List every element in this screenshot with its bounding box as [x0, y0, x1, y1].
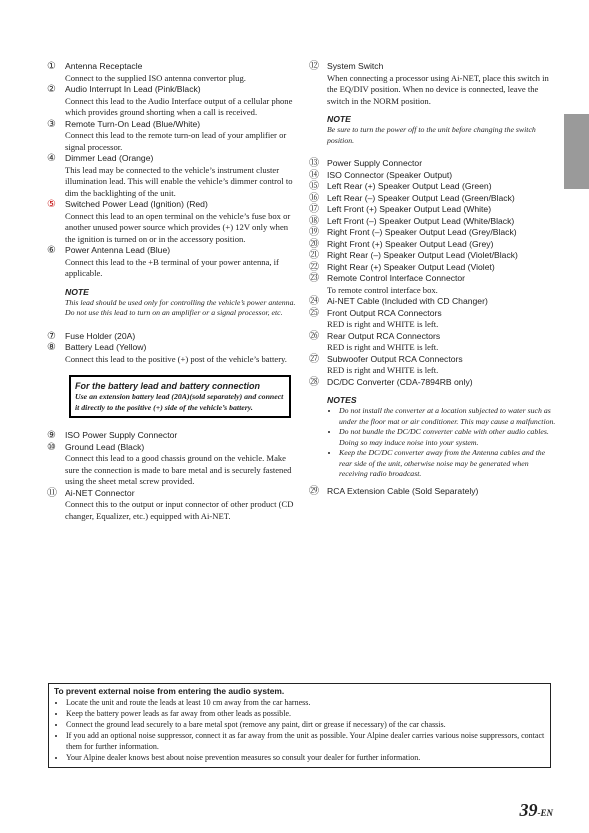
item-title: Audio Interrupt In Lead (Pink/Black): [65, 84, 201, 94]
noise-box-heading: To prevent external noise from entering the audio system.: [54, 686, 285, 696]
list-item: [47, 442, 297, 488]
note-system-switch: [327, 113, 559, 146]
item-title: ISO Connector (Speaker Output): [327, 169, 453, 180]
list-item: [309, 308, 559, 331]
item-number: ⑤: [47, 199, 56, 210]
item-number: ⑯: [309, 192, 319, 204]
item-title: Subwoofer Output RCA Connectors: [327, 353, 463, 364]
page-number-suffix: -EN: [537, 808, 553, 818]
item-title: Left Rear (+) Speaker Output Lead (Green): [327, 181, 492, 191]
list-item: [309, 250, 559, 262]
noise-box-item: • Connect the ground lead securely to a bare metal spot (remove any paint, dirt or grease if necessary) of the car chassis.: [66, 719, 545, 730]
item-title: Front Output RCA Connectors: [327, 307, 442, 318]
list-item: [309, 158, 559, 170]
item-description: Connect this lead to the Audio Interface output of a cellular phone which provides ground shorting when a call is received.: [65, 95, 293, 117]
item-number: ㉖: [309, 330, 319, 342]
item-body: [65, 84, 297, 119]
list-item: [309, 239, 559, 251]
item-number: ⑬: [309, 158, 319, 169]
item-title: Remote Turn-On Lead (Blue/White): [65, 118, 201, 129]
item-body: [327, 227, 559, 239]
item-body: [65, 342, 297, 365]
item-number: ③: [47, 118, 56, 130]
list-item: [309, 273, 559, 296]
item-title: Right Front (–) Speaker Output Lead (Grey/Black): [327, 227, 517, 237]
item-body: [327, 331, 559, 354]
battery-box-heading: For the battery lead and battery connection: [75, 381, 261, 391]
item-number: ⑩: [47, 441, 56, 453]
note-text: This lead should be used only for controlling the vehicle’s power antenna. Do not use this lead to turn on an amplifier or a signal processor, etc.: [65, 297, 296, 317]
item-number: ⑪: [47, 487, 57, 499]
item-description: Connect this lead to a good chassis ground on the vehicle. Make sure the connection is made to bare metal and is securely fastened using the sheet metal screw provided.: [65, 453, 292, 486]
item-number: ⑱: [309, 215, 319, 227]
page-number-value: 39: [519, 800, 538, 820]
item-title: Power Supply Connector: [327, 158, 423, 168]
item-description: RED is right and WHITE is left.: [327, 319, 439, 329]
item-body: [327, 296, 559, 308]
noise-prevention-box: [48, 683, 551, 768]
item-number: ⑧: [47, 342, 56, 353]
item-number: ⑫: [309, 61, 319, 72]
item-body: [65, 119, 297, 154]
item-body: [327, 239, 559, 251]
note-power-antenna: [65, 286, 297, 319]
item-body: [327, 216, 559, 228]
item-number: ②: [47, 84, 56, 95]
item-title: Right Front (+) Speaker Output Lead (Grey): [327, 238, 494, 249]
item-title: RCA Extension Cable (Sold Separately): [327, 485, 479, 496]
item-body: [65, 331, 297, 343]
item-title: ISO Power Supply Connector: [65, 430, 178, 440]
list-item: [47, 342, 297, 365]
item-title: Left Front (+) Speaker Output Lead (White): [327, 204, 492, 214]
item-body: [327, 486, 559, 498]
item-body: [327, 170, 559, 182]
item-description: This lead may be connected to the vehicle’s instrument cluster illumination lead. This will enable the vehicle’s dimmer control to dim the backlighting of the unit.: [65, 164, 293, 198]
list-item: [47, 61, 297, 84]
noise-box-item: • Locate the unit and route the leads at least 10 cm away from the car harness.: [66, 697, 545, 708]
noise-box-item: • If you add an optional noise suppressor, connect it as far away from the unit as possible. Your Alpine dealer carries various noise suppressors, contact them for further information.: [66, 730, 545, 752]
list-item: [309, 354, 559, 377]
noise-box-item: • Keep the battery power leads as far away from other leads as possible.: [66, 708, 545, 719]
item-title: Rear Output RCA Connectors: [327, 330, 441, 341]
item-body: [327, 354, 559, 377]
list-item: [309, 377, 559, 389]
notes-list: [327, 406, 559, 480]
right-items-group-1: [309, 61, 559, 107]
list-item: [47, 430, 297, 442]
list-item: [309, 331, 559, 354]
item-title: Dimmer Lead (Orange): [65, 153, 154, 163]
list-item: [309, 181, 559, 193]
item-body: [327, 193, 559, 205]
item-body: [327, 204, 559, 216]
list-item: [309, 216, 559, 228]
item-description: Connect this lead to the +B terminal of your power antenna, if applicable.: [65, 256, 279, 278]
list-item: [309, 193, 559, 205]
item-number: ㉗: [309, 353, 319, 365]
item-description: RED is right and WHITE is left.: [327, 342, 439, 352]
item-number: ㉕: [309, 307, 319, 319]
item-number: ④: [47, 153, 56, 164]
list-item: [47, 331, 297, 343]
item-title: System Switch: [327, 61, 384, 71]
item-title: Left Rear (–) Speaker Output Lead (Green/Black): [327, 192, 515, 203]
list-item: [47, 119, 297, 154]
item-title: Left Front (–) Speaker Output Lead (White/Black): [327, 215, 515, 226]
battery-box-text: Use an extension battery lead (20A)(sold separately) and connect it directly to the positive (+) side of the vehicle’s battery.: [75, 392, 284, 412]
item-number: ㉑: [309, 250, 319, 261]
note-text: Be sure to turn the power off to the unit before changing the switch position.: [327, 125, 536, 145]
battery-connection-box: [69, 375, 291, 418]
item-title: Fuse Holder (20A): [65, 330, 136, 341]
item-title: Ground Lead (Black): [65, 441, 145, 452]
item-description: Connect this lead to the remote turn-on lead of your amplifier or signal processor.: [65, 130, 287, 152]
list-item: [309, 61, 559, 107]
item-body: [65, 199, 297, 245]
side-tab-marker: [564, 114, 589, 189]
item-description: Connect this lead to an open terminal on the vehicle’s fuse box or another unused power source which provides (+) 12V only when the ignition is turned on or in the accessory position.: [65, 210, 291, 244]
item-description: When connecting a processor using Ai-NET, place this switch in the EQ/DIV position. When no device is connected, leave the switch in the NORM position.: [327, 72, 549, 106]
item-body: [327, 273, 559, 296]
note-heading: NOTE: [65, 286, 89, 297]
item-body: [327, 158, 559, 170]
item-body: [327, 61, 559, 107]
item-title: DC/DC Converter (CDA-7894RB only): [327, 376, 473, 387]
right-column: [309, 61, 559, 497]
left-items-group-1: [47, 61, 297, 280]
note-heading: NOTE: [327, 114, 351, 124]
item-description: Connect this lead to the positive (+) post of the vehicle’s battery.: [65, 353, 287, 364]
item-number: ⑥: [47, 245, 56, 256]
list-item: [309, 227, 559, 239]
item-number: ㉙: [309, 485, 319, 497]
item-body: [327, 250, 559, 262]
item-number: ㉔: [309, 296, 319, 307]
notes-item: • Do not bundle the DC/DC converter cable with other audio cables. Doing so may induce noise into your system.: [339, 427, 559, 448]
item-title: Remote Control Interface Connector: [327, 273, 466, 283]
left-items-group-2: [47, 331, 297, 366]
item-number: ⑰: [309, 204, 319, 215]
item-body: [327, 377, 559, 389]
item-body: [65, 430, 297, 442]
item-number: ⑲: [309, 227, 319, 238]
item-title: Switched Power Lead (Ignition) (Red): [65, 199, 208, 209]
notes-dcdc-converter: [327, 394, 559, 480]
page-number: [520, 800, 554, 821]
list-item: [309, 262, 559, 274]
left-items-group-3: [47, 430, 297, 522]
right-items-group-3: [309, 486, 559, 498]
item-title: Battery Lead (Yellow): [65, 342, 147, 352]
item-body: [65, 61, 297, 84]
item-number: ㉓: [309, 273, 319, 284]
item-body: [65, 245, 297, 280]
item-body: [327, 181, 559, 193]
list-item: [309, 486, 559, 498]
item-description: RED is right and WHITE is left.: [327, 365, 439, 375]
list-item: [47, 153, 297, 199]
item-number: ㉘: [309, 376, 319, 388]
right-items-group-2: [309, 158, 559, 388]
left-column: [47, 61, 297, 522]
item-title: Ai-NET Connector: [65, 487, 135, 498]
list-item: [47, 199, 297, 245]
item-title: Right Rear (–) Speaker Output Lead (Violet/Black): [327, 250, 518, 260]
item-body: [327, 308, 559, 331]
notes-item: • Do not install the converter at a location subjected to water such as under the floor mat or air conditioner. This may cause a malfunction.: [339, 406, 559, 427]
noise-box-item: • Your Alpine dealer knows best about noise prevention measures so consult your dealer for further information.: [66, 752, 545, 763]
list-item: [47, 84, 297, 119]
item-number: ㉒: [309, 261, 319, 273]
item-number: ⑦: [47, 330, 56, 342]
list-item: [309, 170, 559, 182]
item-body: [65, 488, 297, 523]
item-description: To remote control interface box.: [327, 284, 438, 295]
item-number: ⑮: [309, 181, 319, 192]
item-title: Power Antenna Lead (Blue): [65, 245, 171, 255]
item-description: Connect to the supplied ISO antenna convertor plug.: [65, 72, 246, 83]
item-title: Ai-NET Cable (Included with CD Changer): [327, 296, 488, 306]
item-title: Antenna Receptacle: [65, 61, 143, 71]
item-body: [65, 153, 297, 199]
item-number: ⑭: [309, 169, 319, 181]
item-description: Connect this to the output or input connector of other product (CD changer, Equalizer, etc.) equipped with Ai-NET.: [65, 499, 294, 521]
item-body: [327, 262, 559, 274]
item-body: [65, 442, 297, 488]
list-item: [47, 488, 297, 523]
notes-heading: NOTES: [327, 395, 357, 405]
list-item: [309, 296, 559, 308]
notes-item: • Keep the DC/DC converter away from the Antenna cables and the rear side of the unit, otherwise noise may be generated when receiving radio broadcast.: [339, 448, 559, 480]
item-number: ⑨: [47, 430, 56, 441]
noise-box-list: [54, 697, 545, 763]
list-item: [47, 245, 297, 280]
item-number: ⑳: [309, 238, 319, 250]
item-number: ①: [47, 61, 56, 72]
item-title: Right Rear (+) Speaker Output Lead (Violet): [327, 261, 495, 272]
list-item: [309, 204, 559, 216]
